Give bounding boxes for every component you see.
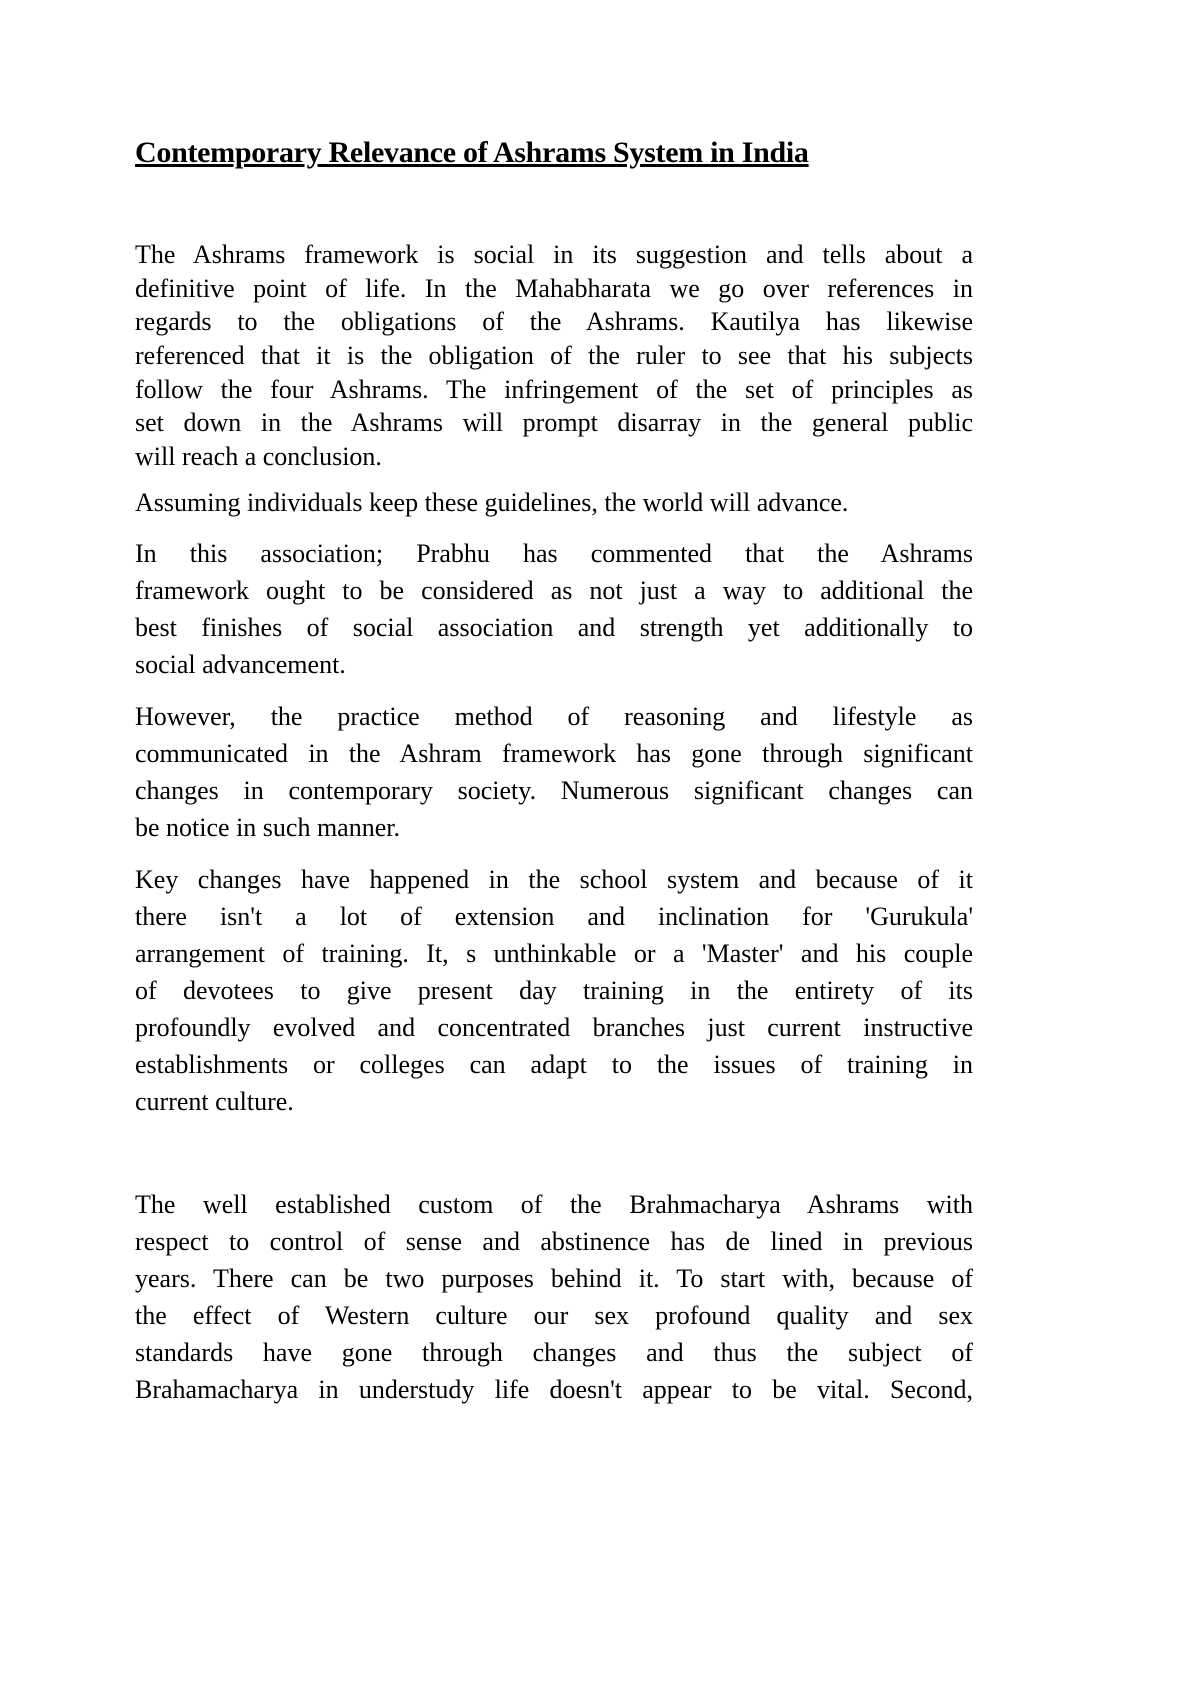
text-line: profoundly evolved and concentrated branches just current instructive <box>135 1013 973 1042</box>
text-line: set down in the Ashrams will prompt disarray in the general public <box>135 408 973 438</box>
paragraph-4 <box>135 698 973 846</box>
text-line: regards to the obligations of the Ashrams. Kautilya has likewise <box>135 307 973 337</box>
text-line: follow the four Ashrams. The infringement of the set of principles as <box>135 374 973 404</box>
paragraph-1 <box>135 238 973 474</box>
text-line: framework ought to be considered as not just a way to additional the <box>135 576 973 605</box>
text-line: of devotees to give present day training in the entirety of its <box>135 976 973 1005</box>
text-line: referenced that it is the obligation of the ruler to see that his subjects <box>135 341 973 371</box>
paragraph-2 <box>135 484 973 521</box>
text-line: be notice in such manner. <box>135 813 400 842</box>
text-line: current culture. <box>135 1087 294 1116</box>
text-line: the effect of Western culture our sex profound quality and sex <box>135 1301 973 1330</box>
text-line: best finishes of social association and strength yet additionally to <box>135 613 973 642</box>
text-line: The well established custom of the Brahmacharya Ashrams with <box>135 1190 973 1219</box>
text-line: Brahamacharya in understudy life doesn't appear to be vital. Second, <box>135 1375 973 1404</box>
text-line: respect to control of sense and abstinence has de lined in previous <box>135 1227 973 1256</box>
text-line: there isn't a lot of extension and inclination for 'Gurukula' <box>135 902 973 931</box>
text-line: arrangement of training. It, s unthinkable or a 'Master' and his couple <box>135 939 973 968</box>
document-title: Contemporary Relevance of Ashrams System in India <box>135 136 809 169</box>
text-line: communicated in the Ashram framework has gone through significant <box>135 739 973 768</box>
text-line: definitive point of life. In the Mahabharata we go over references in <box>135 273 973 303</box>
text-line: standards have gone through changes and thus the subject of <box>135 1338 973 1367</box>
text-line: will reach a conclusion. <box>135 442 382 472</box>
text-line: The Ashrams framework is social in its suggestion and tells about a <box>135 240 973 269</box>
text-line: changes in contemporary society. Numerous significant changes can <box>135 776 973 805</box>
text-line: However, the practice method of reasoning and lifestyle as <box>135 702 973 731</box>
text-line: social advancement. <box>135 650 346 679</box>
paragraph-6 <box>135 1186 973 1408</box>
text-line: years. There can be two purposes behind it. To start with, because of <box>135 1264 973 1293</box>
paragraph-5 <box>135 861 973 1120</box>
text-line: Key changes have happened in the school system and because of it <box>135 865 973 894</box>
text-line: Assuming individuals keep these guidelines, the world will advance. <box>135 488 849 517</box>
text-line: In this association; Prabhu has commented that the Ashrams <box>135 539 973 568</box>
paragraph-3 <box>135 535 973 683</box>
text-line: establishments or colleges can adapt to the issues of training in <box>135 1050 973 1079</box>
